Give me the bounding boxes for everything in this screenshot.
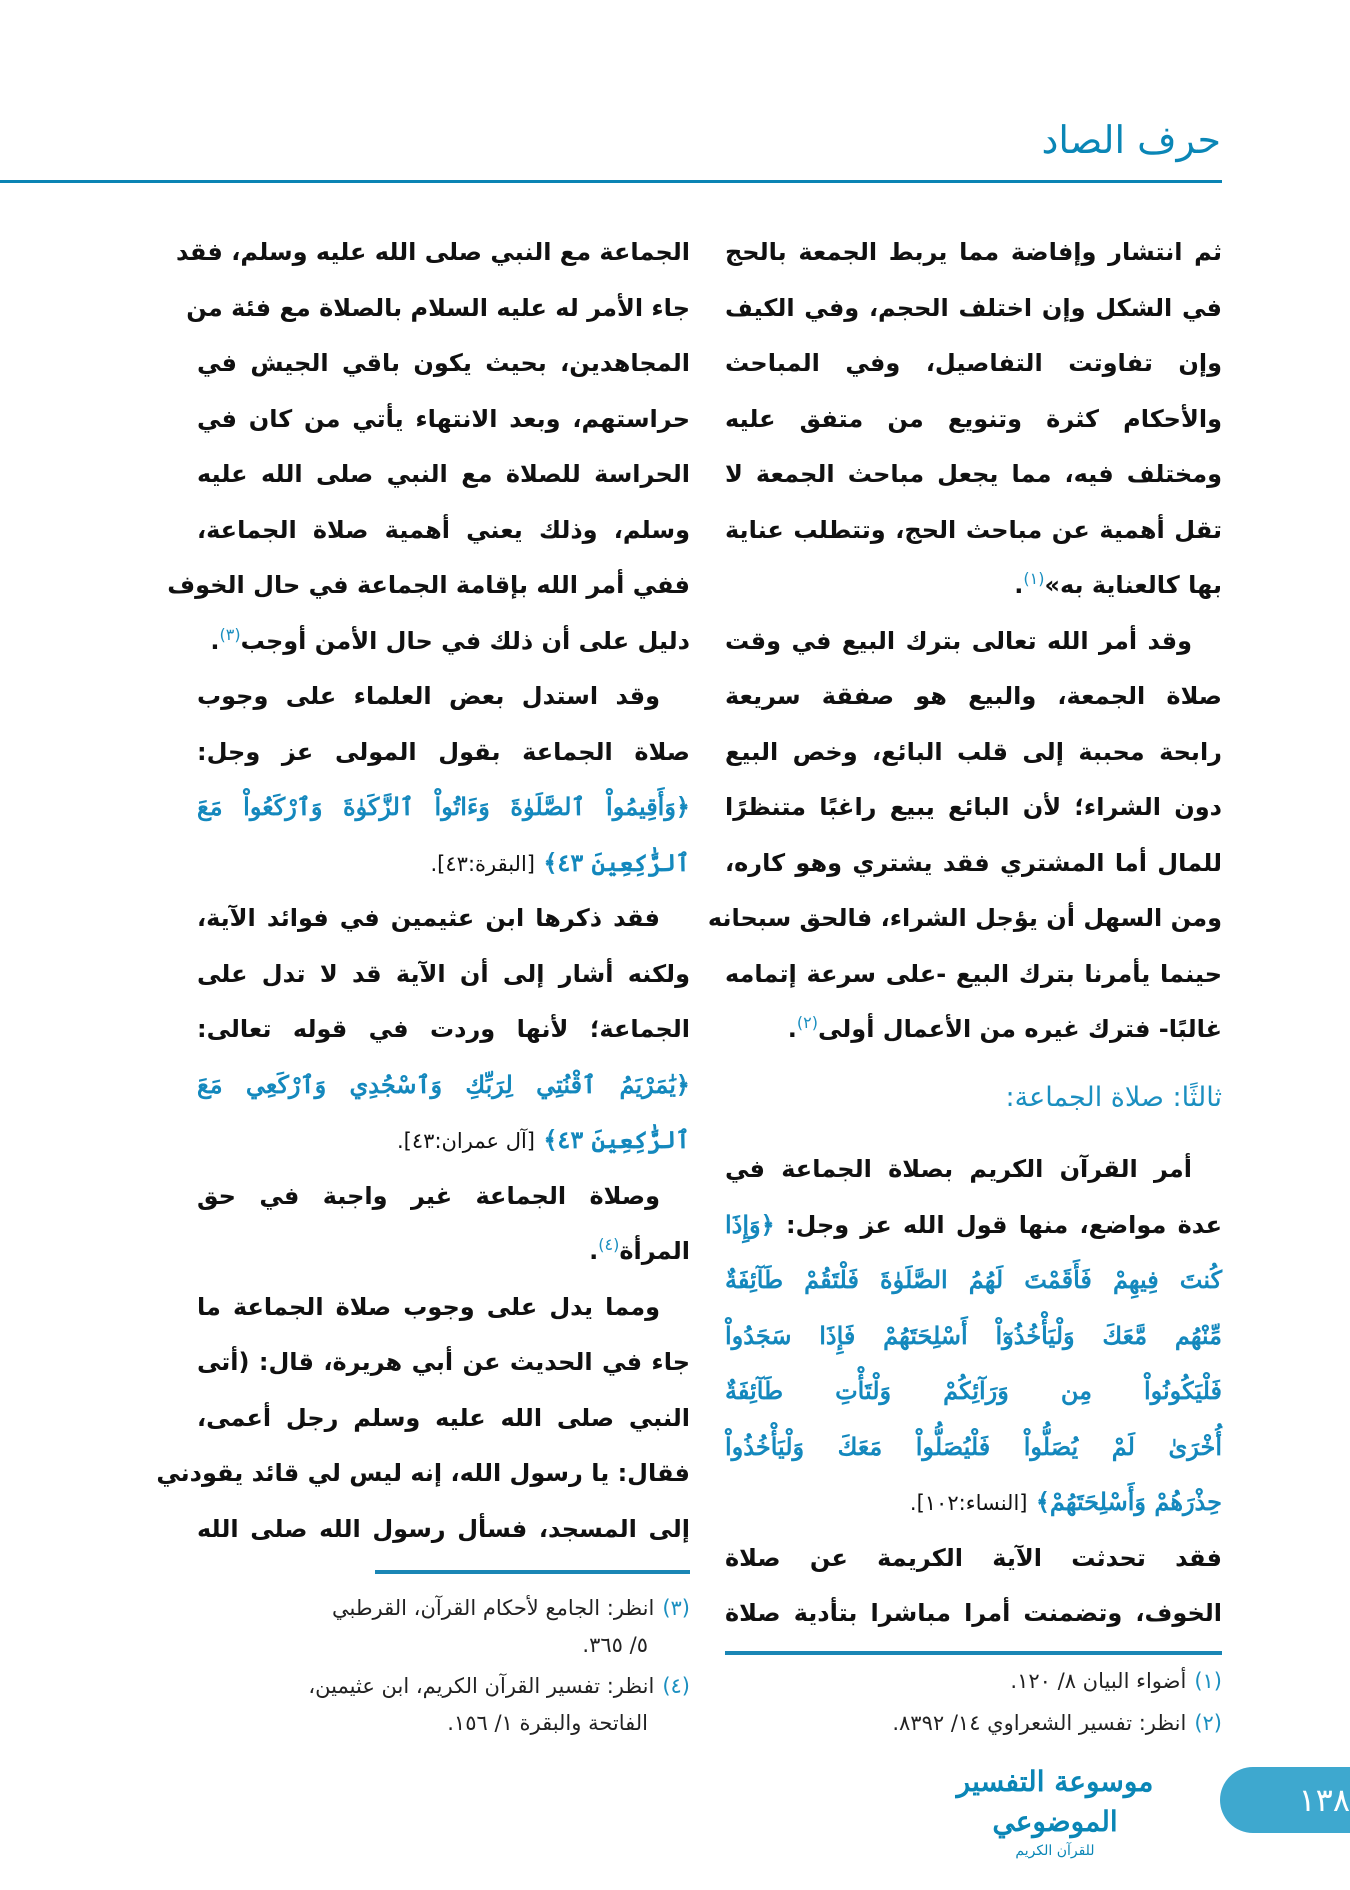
body-text: الحراسة للصلاة مع النبي صلى الله عليه	[197, 460, 690, 488]
text-line	[725, 335, 1222, 391]
footnote-line	[892, 1705, 1222, 1741]
body-text: ومختلف فيه، مما يجعل مباحث الجمعة لا	[725, 460, 1222, 488]
verse-reference: [البقرة:٤٣].	[430, 851, 535, 876]
body-text: صلاة الجماعة بقول المولى عز وجل:	[197, 737, 690, 766]
text-line	[197, 1001, 690, 1057]
footnote-marker: (٢)	[796, 1013, 818, 1032]
footnote-line	[447, 1705, 648, 1741]
body-text: فقال: يا رسول الله، إنه ليس لي قائد يقودني	[156, 1459, 690, 1487]
text-line	[197, 1334, 690, 1390]
quran-verse: أُخْرَىٰ لَمْ يُصَلُّواْ فَلْيُصَلُّواْ مَعَكَ وَلْيَأْخُذُواْ	[725, 1431, 1222, 1461]
text-line	[725, 946, 1222, 1002]
punctuation: .	[589, 1237, 599, 1265]
footnote-number: (٢)	[1194, 1711, 1222, 1735]
footnote-text: أضواء البيان ٨/ ١٢٠.	[1010, 1669, 1187, 1693]
encyclopedia-logo	[930, 1762, 1180, 1860]
text-line	[197, 335, 690, 391]
body-text: رابحة محببة إلى قلب البائع، وخص البيع	[725, 737, 1222, 766]
footnote-line	[582, 1627, 648, 1663]
footnote-line	[1010, 1663, 1222, 1699]
text-line	[197, 1112, 690, 1168]
quran-verse: ﴿وَأَقِيمُواْ ٱلصَّلَوٰةَ وَءَاتُواْ ٱلزَّكَوٰةَ وَٱرْكَعُواْ مَعَ	[197, 792, 690, 821]
body-text: فقد ذكرها ابن عثيمين في فوائد الآية،	[197, 904, 660, 932]
body-text: الجماعة مع النبي صلى الله عليه وسلم، فقد	[176, 238, 690, 266]
text-line	[725, 557, 1222, 613]
body-text: المجاهدين، بحيث يكون باقي الجيش في	[197, 349, 690, 377]
body-text: المرأة	[619, 1237, 690, 1265]
body-text: الخوف، وتضمنت أمرا مباشرا بتأدية صلاة	[725, 1599, 1222, 1627]
text-line	[197, 835, 690, 891]
body-text: جاء الأمر له عليه السلام بالصلاة مع فئة من	[186, 293, 690, 322]
quran-verse: مِّنْهُم مَّعَكَ وَلْيَأْخُذُوٓاْ أَسْلِحَتَهُمْ فَإِذَا سَجَدُواْ	[725, 1320, 1222, 1350]
body-text: غالبًا- فترك غيره من الأعمال أولى	[817, 1015, 1222, 1043]
text-line	[725, 391, 1222, 447]
text-line	[725, 668, 1222, 724]
text-line	[725, 613, 1222, 669]
text-line	[186, 280, 690, 336]
text-line	[197, 391, 690, 447]
footnote-divider-left	[375, 1570, 690, 1574]
text-line	[197, 613, 690, 669]
footnote-number: (١)	[1194, 1669, 1222, 1693]
header-divider	[0, 180, 1222, 183]
footnote-text: انظر: الجامع لأحكام القرآن، القرطبي	[332, 1596, 655, 1620]
text-line	[197, 1390, 690, 1446]
verse-reference: [آل عمران:٤٣].	[397, 1129, 535, 1153]
logo-title: موسوعة التفسير الموضوعي	[956, 1765, 1154, 1838]
text-line	[197, 779, 690, 835]
body-text: فقد تحدثت الآية الكريمة عن صلاة	[725, 1543, 1222, 1572]
body-text: ولكنه أشار إلى أن الآية قد لا تدل على	[197, 959, 690, 988]
verse-reference: [النساء:١٠٢].	[909, 1491, 1028, 1515]
text-line	[725, 1363, 1222, 1419]
body-text: جاء في الحديث عن أبي هريرة، قال: (أتى	[197, 1348, 690, 1376]
footnote-marker: (١)	[1023, 569, 1045, 588]
text-line	[725, 724, 1222, 780]
text-line	[197, 502, 690, 558]
text-line	[197, 1501, 690, 1557]
body-text: النبي صلى الله عليه وسلم رجل أعمى،	[197, 1403, 690, 1432]
footnote-text: الفاتحة والبقرة ١/ ١٥٦.	[447, 1711, 648, 1735]
text-line	[725, 446, 1222, 502]
text-line	[725, 224, 1222, 280]
text-line	[197, 890, 690, 946]
page-number-badge	[1220, 1767, 1350, 1833]
text-line	[197, 1057, 690, 1113]
text-line	[167, 557, 690, 613]
body-text: وقد استدل بعض العلماء على وجوب	[197, 682, 660, 710]
quran-verse: ٱلرَّٰكِعِينَ ٤٣﴾	[535, 1125, 690, 1154]
body-text: صلاة الجمعة، والبيع هو صفقة سريعة	[725, 682, 1222, 710]
text-line	[725, 835, 1222, 891]
punctuation: .	[1014, 571, 1024, 599]
body-text: والأحكام كثرة وتنويع من متفق عليه	[725, 404, 1222, 433]
body-text: في الشكل وإن اختلف الحجم، وفي الكيف	[725, 293, 1222, 322]
footnote-marker: (٣)	[219, 624, 241, 644]
text-line	[176, 224, 690, 280]
body-text: وصلاة الجماعة غير واجبة في حق	[197, 1181, 660, 1210]
body-text: الجماعة؛ لأنها وردت في قوله تعالى:	[197, 1015, 690, 1043]
body-text: ومن السهل أن يؤجل الشراء، فالحق سبحانه	[707, 904, 1222, 932]
quran-verse: حِذْرَهُمْ وَأَسْلِحَتَهُمْ﴾	[1027, 1487, 1222, 1516]
text-line	[725, 1252, 1222, 1308]
text-line	[197, 668, 690, 724]
body-text: وسلم، وذلك يعني أهمية صلاة الجماعة،	[197, 515, 690, 544]
page-number: ١٣٨	[1298, 1781, 1350, 1819]
text-line	[197, 446, 690, 502]
quran-verse: كُنتَ فِيهِمْ فَأَقَمْتَ لَهُمُ الصَّلَوٰةَ فَلْتَقُمْ طَآئِفَةٌ	[725, 1265, 1222, 1294]
text-line	[725, 1419, 1222, 1475]
text-line	[156, 1445, 690, 1501]
punctuation: .	[210, 626, 220, 655]
body-text: بها كالعناية به»	[1044, 571, 1222, 599]
text-line	[725, 502, 1222, 558]
footnote-number: (٣)	[662, 1596, 690, 1620]
footnote-line	[332, 1590, 690, 1626]
footnote-text: ٥/ ٣٦٥.	[582, 1633, 648, 1657]
body-text: إلى المسجد، فسأل رسول الله صلى الله	[197, 1514, 690, 1543]
text-line	[725, 779, 1222, 835]
chapter-title: حرف الصاد	[1041, 118, 1221, 162]
body-text: ثم انتشار وإفاضة مما يربط الجمعة بالحج	[725, 238, 1222, 266]
body-text: دون الشراء؛ لأن البائع يبيع راغبًا متنظرًا	[725, 793, 1222, 821]
text-line	[725, 1585, 1222, 1641]
footnote-line	[308, 1668, 690, 1704]
body-text: دليل على أن ذلك في حال الأمن أوجب	[240, 626, 690, 655]
text-line	[725, 1141, 1222, 1197]
text-line	[725, 1197, 1222, 1253]
quran-verse: فَلْيَكُونُواْ مِن وَرَآئِكُمْ وَلْتَأْتِ طَآئِفَةٌ	[725, 1376, 1222, 1405]
quran-verse: ﴿وَإِذَا	[725, 1209, 775, 1239]
body-text: حينما يأمرنا بترك البيع -على سرعة إتمامه	[725, 959, 1222, 988]
body-text: وإن تفاوتت التفاصيل، وفي المباحث	[725, 349, 1222, 377]
footnote-text: انظر: تفسير القرآن الكريم، ابن عثيمين،	[308, 1674, 655, 1698]
text-line	[197, 946, 690, 1002]
footnote-number: (٤)	[662, 1674, 690, 1698]
body-text: ثالثًا: صلاة الجماعة:	[1005, 1082, 1222, 1113]
text-line	[197, 1168, 690, 1224]
body-text: عدة مواضع، منها قول الله عز وجل:	[774, 1210, 1222, 1239]
body-text: وقد أمر الله تعالى بترك البيع في وقت	[725, 626, 1192, 655]
text-line	[725, 1530, 1222, 1586]
text-line	[707, 890, 1222, 946]
quran-verse: ٱلرَّٰكِعِينَ ٤٣﴾	[535, 847, 690, 877]
body-text: تقل أهمية عن مباحث الحج، وتتطلب عناية	[725, 515, 1222, 544]
footnote-marker: (٤)	[598, 1235, 620, 1254]
punctuation: .	[787, 1015, 797, 1043]
footnote-divider-right	[725, 1651, 1222, 1655]
text-line	[725, 1308, 1222, 1364]
body-text: ومما يدل على وجوب صلاة الجماعة ما	[197, 1292, 660, 1321]
text-line	[197, 1223, 690, 1279]
text-line	[725, 1001, 1222, 1057]
body-text: للمال أما المشتري فقد يشتري وهو كاره،	[725, 848, 1222, 877]
text-line	[197, 1279, 690, 1335]
quran-verse: ﴿يَٰمَرْيَمُ ٱقْنُتِي لِرَبِّكِ وَٱسْجُدِي وَٱرْكَعِي مَعَ	[197, 1069, 690, 1099]
body-text: حراستهم، وبعد الانتهاء يأتي من كان في	[197, 404, 690, 433]
logo-subtitle: للقرآن الكريم	[1015, 1843, 1095, 1859]
body-text: ففي أمر الله بإقامة الجماعة في حال الخوف	[167, 571, 690, 599]
section-heading	[725, 1070, 1222, 1126]
text-line	[725, 1474, 1222, 1530]
body-text: أمر القرآن الكريم بصلاة الجماعة في	[725, 1155, 1192, 1183]
text-line	[197, 724, 690, 780]
text-line	[725, 280, 1222, 336]
footnote-text: انظر: تفسير الشعراوي ١٤/ ٨٣٩٢.	[892, 1711, 1187, 1735]
